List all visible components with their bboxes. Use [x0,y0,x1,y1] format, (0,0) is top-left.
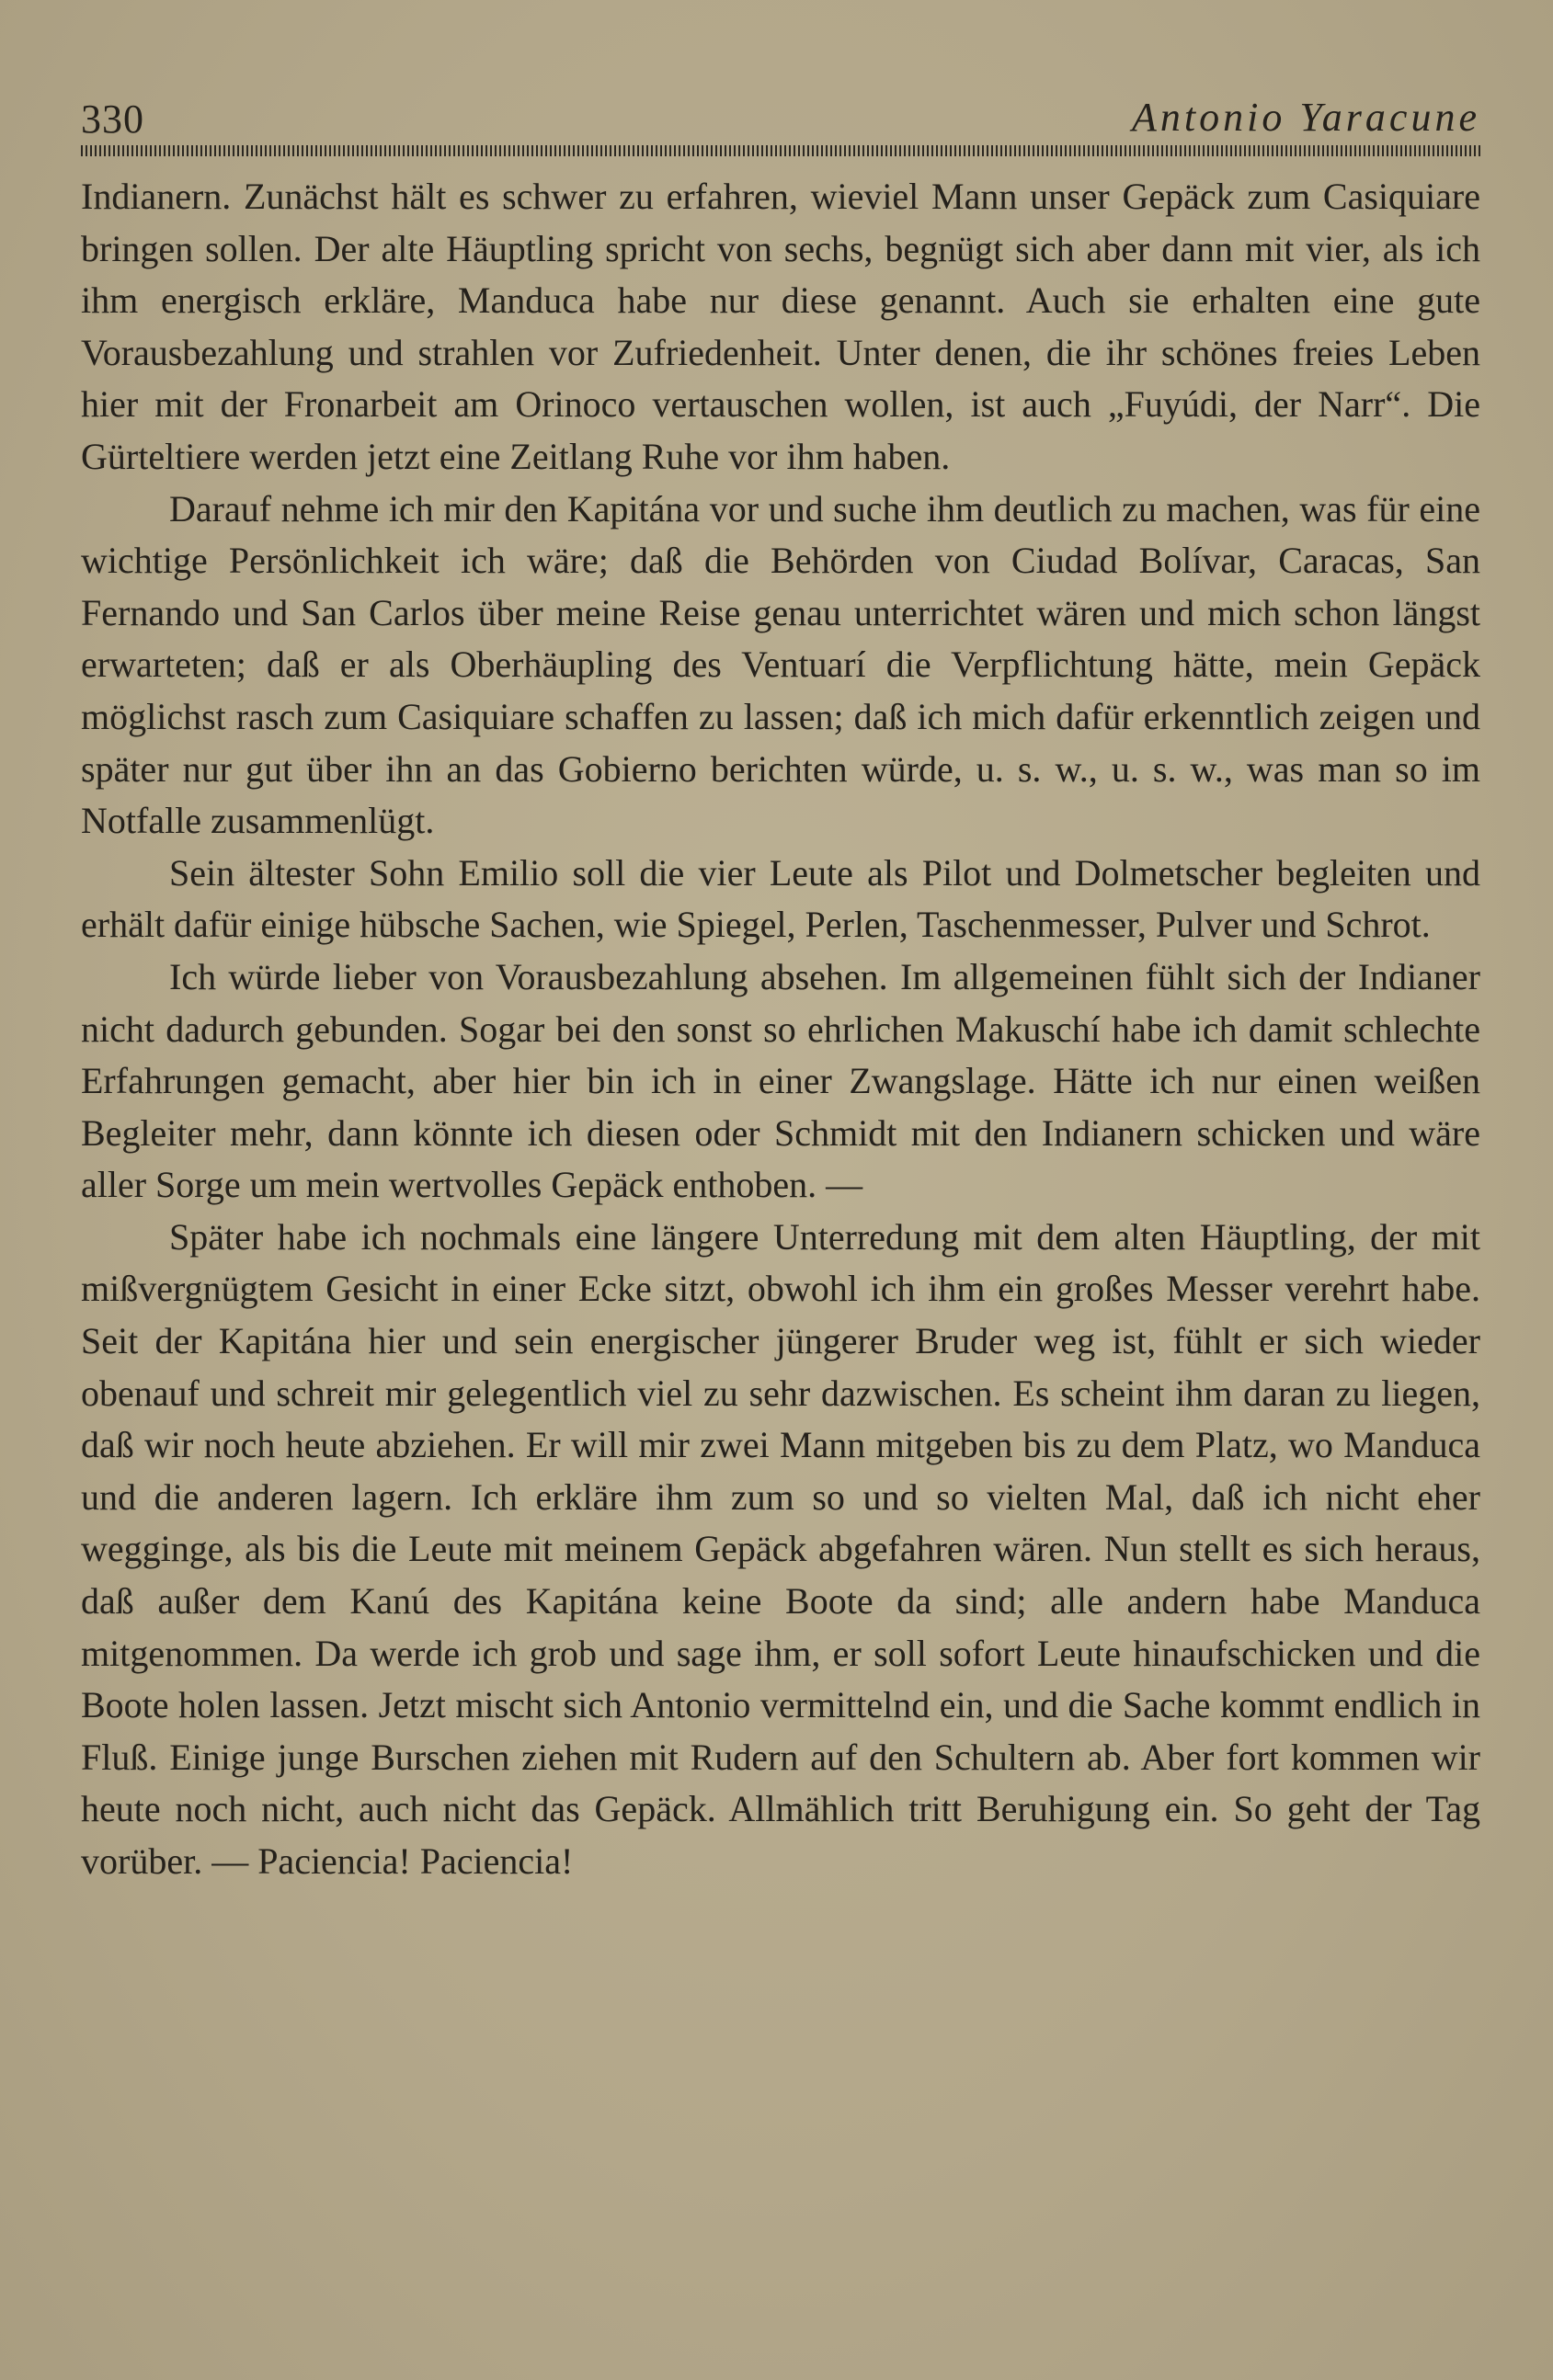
page-number: 330 [81,97,144,142]
page-header [81,94,1480,149]
paragraph: Später habe ich nochmals eine längere Unterredung mit dem alten Häuptling, der mit mißvergnügtem Gesicht in einer Ecke sitzt, obwohl ich ihm ein großes Messer verehrt habe. Seit der Kapitána hier und sein energischer jüngerer Bruder weg ist, fühlt er sich wieder obenauf und schreit mir gelegentlich viel zu sehr dazwischen. Es scheint ihm daran zu liegen, daß wir noch heute abziehen. Er will mir zwei Mann mitgeben bis zu dem Platz, wo Manduca und die anderen lagern. Ich erkläre ihm zum so und so vielten Mal, daß ich nicht eher wegginge, als bis die Leute mit meinem Gepäck abgefahren wären. Nun stellt es sich heraus, daß außer dem Kanú des Kapitána keine Boote da sind; alle andern habe Manduca mitgenommen. Da werde ich grob und sage ihm, er soll sofort Leute hinaufschicken und die Boote holen lassen. Jetzt mischt sich Antonio vermittelnd ein, und die Sache kommt endlich in Fluß. Einige junge Burschen ziehen mit Rudern auf den Schultern ab. Aber fort kommen wir heute noch nicht, auch nicht das Gepäck. Allmählich tritt Beruhigung ein. So geht der Tag vorüber. — Paciencia! Paciencia! [81,1215,1480,1882]
paragraph: Indianern. Zunächst hält es schwer zu erfahren, wieviel Mann unser Gepäck zum Casiquiare bringen sollen. Der alte Häuptling spricht von sechs, begnügt sich aber dann mit vier, als ich ihm energisch erkläre, Manduca habe nur diese genannt. Auch sie erhalten eine gute Vorausbezahlung und strahlen vor Zufriedenheit. Unter denen, die ihr schönes freies Leben hier mit der Fronarbeit am Orinoco vertauschen wollen, ist auch „Fuyúdi, der Narr“. Die Gürteltiere werden jetzt eine Zeitlang Ruhe vor ihm haben. [81,176,1480,477]
running-title: Antonio Yaracune [1132,95,1480,140]
body-text [81,171,1480,1888]
paragraph: Darauf nehme ich mir den Kapitána vor und suche ihm deutlich zu machen, was für eine wichtige Persönlichkeit ich wäre; daß die Behörden von Ciudad Bolívar, Caracas, San Fernando und San Carlos über meine Reise genau unterrichtet wären und mich schon längst erwarteten; daß er als Oberhäupling des Ventuarí die Verpflichtung hätte, mein Gepäck möglichst rasch zum Casiquiare schaffen zu lassen; daß ich mich dafür erkenntlich zeigen und später nur gut über ihn an das Gobierno berichten würde, u. s. w., u. s. w., was man so im Notfalle zusammenlügt. [81,487,1480,842]
paragraph: Sein ältester Sohn Emilio soll die vier Leute als Pilot und Dolmetscher begleiten und erhält dafür einige hübsche Sachen, wie Spiegel, Perlen, Taschenmesser, Pulver und Schrot. [81,851,1480,946]
paragraph: Ich würde lieber von Vorausbezahlung absehen. Im allgemeinen fühlt sich der Indianer nicht dadurch gebunden. Sogar bei den sonst so ehrlichen Makuschí habe ich damit schlechte Erfahrungen gemacht, aber hier bin ich in einer Zwangslage. Hätte ich nur einen weißen Begleiter mehr, dann könnte ich diesen oder Schmidt mit den Indianern schicken und wäre aller Sorge um mein wertvolles Gepäck enthoben. — [81,955,1480,1206]
header-rule [81,145,1480,156]
